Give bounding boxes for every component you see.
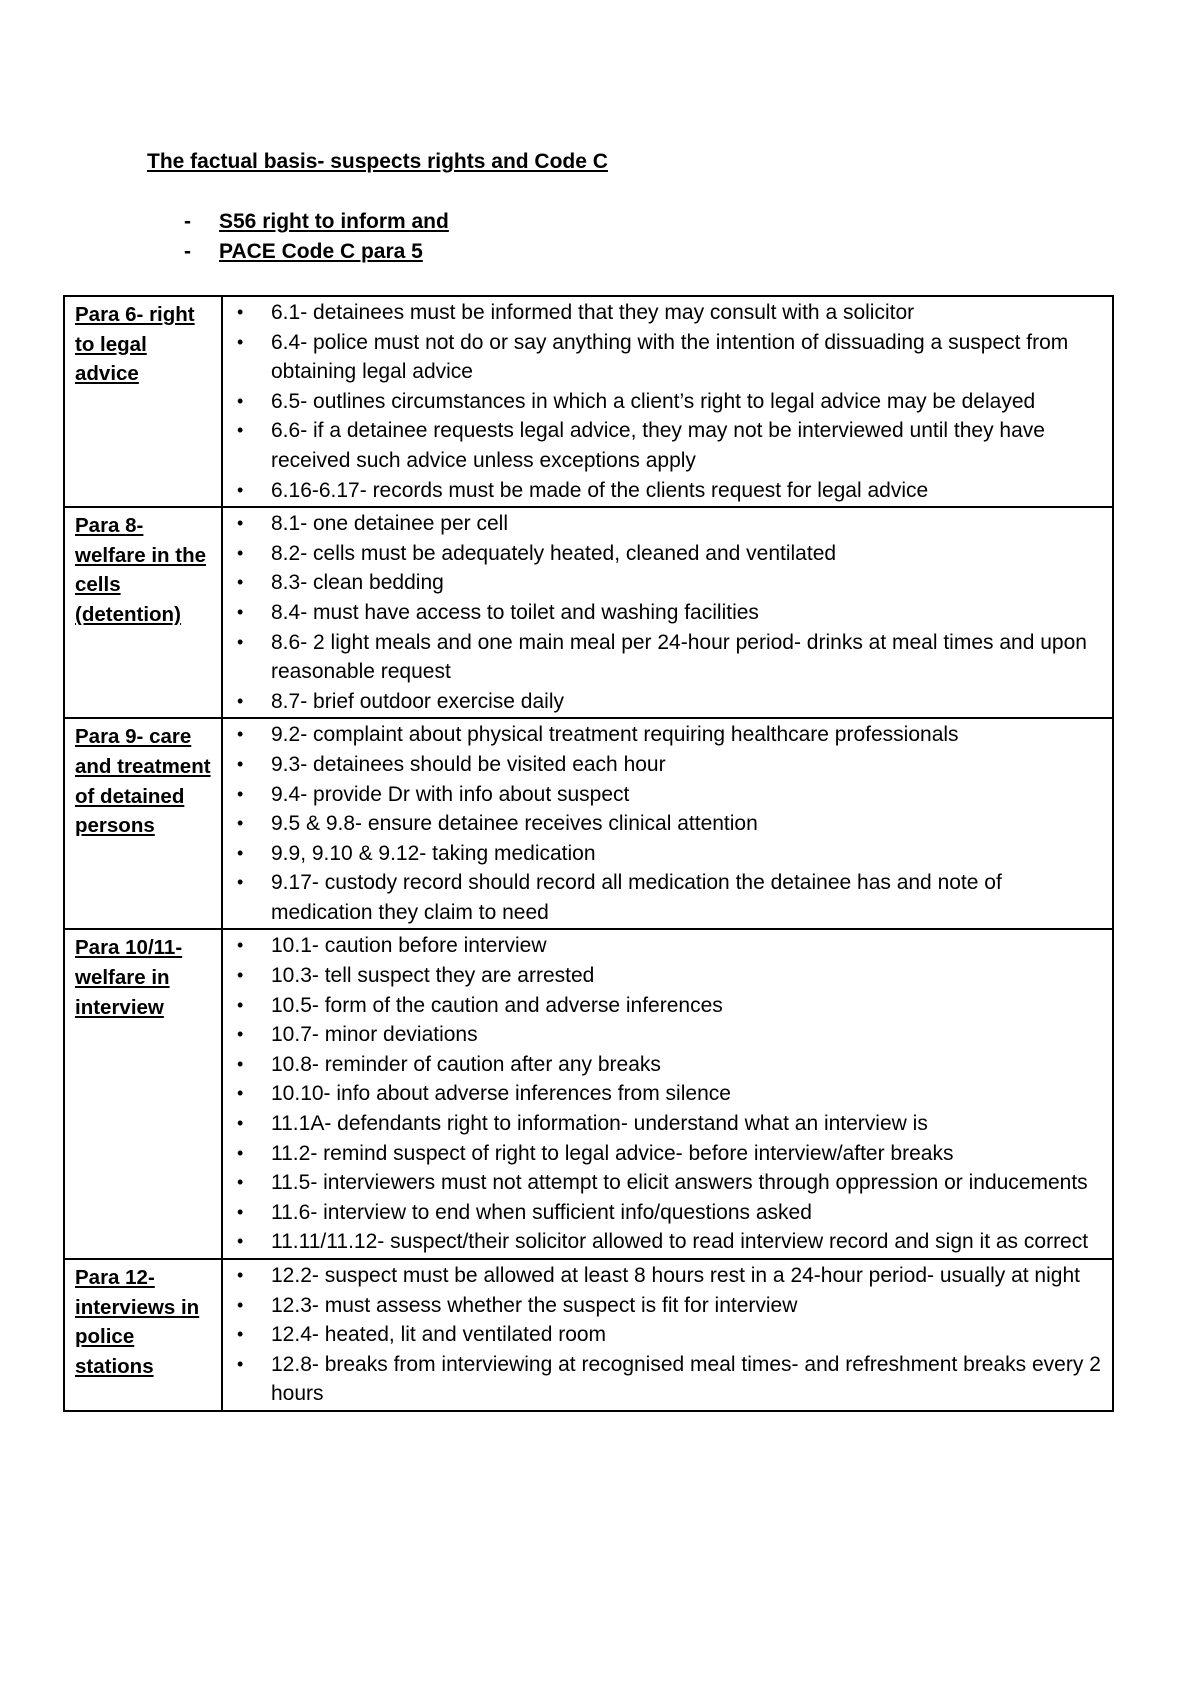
list-item [223, 1291, 1104, 1321]
list-item-text: 12.3- must assess whether the suspect is fit for interview [271, 1293, 798, 1317]
table-row [64, 718, 1113, 929]
intro-item-text: S56 right to inform and [219, 210, 449, 233]
intro-item-text: PACE Code C para 5 [219, 240, 423, 263]
bullet-icon: • [237, 724, 244, 745]
list-item [223, 328, 1104, 387]
list-item-text: 8.6- 2 light meals and one main meal per 24-hour period- drinks at meal times and upon reasonable request [271, 630, 1087, 684]
list-item-text: 9.2- complaint about physical treatment requiring healthcare professionals [271, 723, 959, 747]
list-item [223, 1198, 1104, 1228]
list-item-text: 11.11/11.12- suspect/their solicitor allowed to read interview record and sign it as correct [271, 1230, 1089, 1254]
list-item [223, 687, 1104, 717]
row-heading: Para 6- right to legal advice [75, 303, 195, 386]
list-item-text: 10.5- form of the caution and adverse inferences [271, 993, 723, 1017]
list-item [223, 387, 1104, 417]
bullet-icon: • [237, 872, 244, 893]
list-item-text: 12.2- suspect must be allowed at least 8 hours rest in a 24-hour period- usually at night [271, 1264, 1080, 1287]
list-item [223, 476, 1104, 506]
list-item-text: 6.4- police must not do or say anything with the intention of dissuading a suspect from obtaining legal advice [271, 330, 1069, 384]
list-item [223, 598, 1104, 628]
bullet-list [223, 720, 1104, 927]
list-item [223, 1109, 1104, 1139]
list-item [223, 416, 1104, 475]
bullet-icon: • [237, 513, 244, 534]
list-item [223, 1050, 1104, 1080]
bullet-icon: • [237, 753, 244, 774]
bullet-list [223, 1261, 1104, 1409]
bullet-icon: • [237, 813, 244, 834]
bullet-icon: • [237, 631, 244, 652]
list-item-text: 11.2- remind suspect of right to legal advice- before interview/after breaks [271, 1141, 954, 1165]
bullet-icon: • [237, 1113, 244, 1134]
list-item [223, 868, 1104, 927]
list-item [223, 1020, 1104, 1050]
list-item [223, 720, 1104, 750]
bullet-icon: • [237, 994, 244, 1015]
list-item [223, 628, 1104, 687]
bullet-list [223, 509, 1104, 716]
bullet-icon: • [237, 1201, 244, 1222]
bullet-icon: • [237, 1172, 244, 1193]
list-item-text: 11.6- interview to end when sufficient info/questions asked [271, 1200, 812, 1224]
list-item-text: 10.3- tell suspect they are arrested [271, 964, 595, 988]
bullet-icon: • [237, 690, 244, 711]
bullet-icon: • [237, 1324, 244, 1345]
row-items-cell [222, 507, 1113, 718]
list-item [223, 1227, 1104, 1257]
list-item-text: 6.16-6.17- records must be made of the clients request for legal advice [271, 478, 929, 502]
row-heading: Para 9- care and treatment of detained persons [75, 725, 211, 838]
row-heading: Para 12- interviews in police stations [75, 1266, 200, 1378]
row-heading: Para 8- welfare in the cells (detention) [75, 514, 207, 626]
list-item [223, 1079, 1104, 1109]
list-item [223, 568, 1104, 598]
list-item-text: 9.5 & 9.8- ensure detainee receives clinical attention [271, 812, 758, 836]
list-item [223, 961, 1104, 991]
list-item-text: 6.6- if a detainee requests legal advice, they may not be interviewed until they have received such advice unless exceptions apply [271, 419, 1045, 472]
list-item-text: 8.4- must have access to toilet and washing facilities [271, 600, 759, 624]
bullet-icon: • [237, 1053, 244, 1074]
dash-marker: - [184, 240, 191, 263]
list-item [223, 1350, 1104, 1409]
list-item-text: 9.4- provide Dr with info about suspect [271, 782, 630, 806]
list-item-text: 11.1A- defendants right to information- understand what an interview is [271, 1112, 928, 1136]
list-item-text: 10.1- caution before interview [271, 934, 547, 958]
list-item-text: 9.9, 9.10 & 9.12- taking medication [271, 841, 596, 865]
list-item [223, 931, 1104, 961]
bullet-icon: • [237, 601, 244, 622]
list-item [223, 1261, 1104, 1291]
bullet-icon: • [237, 1353, 244, 1374]
list-item-text: 9.17- custody record should record all medication the detainee has and note of medication they claim to need [271, 871, 1002, 924]
bullet-icon: • [237, 935, 244, 956]
row-heading: Para 10/11- welfare in interview [75, 936, 183, 1019]
bullet-icon: • [237, 1142, 244, 1163]
list-item-text: 11.5- interviewers must not attempt to elicit answers through oppression or inducements [271, 1171, 1088, 1195]
bullet-icon: • [237, 1294, 244, 1315]
page-title: The factual basis- suspects rights and Code C [147, 150, 608, 173]
row-heading-cell [64, 296, 222, 507]
row-heading-cell [64, 718, 222, 929]
bullet-icon: • [237, 331, 244, 352]
list-item-text: 8.3- clean bedding [271, 571, 444, 595]
row-heading-cell [64, 929, 222, 1259]
bullet-icon: • [237, 302, 244, 322]
bullet-list [223, 931, 1104, 1257]
list-item [223, 750, 1104, 780]
bullet-icon: • [237, 965, 244, 986]
bullet-icon: • [237, 842, 244, 863]
list-item-text: 10.7- minor deviations [271, 1023, 478, 1047]
bullet-icon: • [237, 479, 244, 500]
table-row [64, 507, 1113, 718]
list-item-text: 10.10- info about adverse inferences from silence [271, 1082, 731, 1106]
bullet-list [223, 298, 1104, 505]
list-item-text: 8.1- one detainee per cell [271, 512, 508, 536]
bullet-icon: • [237, 420, 244, 441]
list-item-text: 12.8- breaks from interviewing at recognised meal times- and refreshment breaks every 2 hours [271, 1352, 1101, 1406]
table-row [64, 296, 1113, 507]
list-item-text: 6.5- outlines circumstances in which a client’s right to legal advice may be delayed [271, 389, 1036, 413]
list-item [223, 1320, 1104, 1350]
list-item-text: 12.4- heated, lit and ventilated room [271, 1323, 607, 1347]
list-item [223, 509, 1104, 539]
list-item-text: 8.2- cells must be adequately heated, cleaned and ventilated [271, 541, 837, 565]
bullet-icon: • [237, 1024, 244, 1045]
row-items-cell [222, 718, 1113, 929]
code-c-table [63, 295, 1114, 1412]
list-item [223, 539, 1104, 569]
list-item [223, 298, 1104, 328]
bullet-icon: • [237, 572, 244, 593]
row-items-cell [222, 929, 1113, 1259]
row-heading-cell [64, 507, 222, 718]
dash-marker: - [184, 210, 191, 233]
list-item-text: 6.1- detainees must be informed that they may consult with a solicitor [271, 301, 915, 324]
list-item-text: 8.7- brief outdoor exercise daily [271, 689, 564, 713]
bullet-icon: • [237, 783, 244, 804]
bullet-icon: • [237, 390, 244, 411]
row-items-cell [222, 1259, 1113, 1411]
row-items-cell [222, 296, 1113, 507]
list-item [223, 1168, 1104, 1198]
bullet-icon: • [237, 1231, 244, 1252]
bullet-icon: • [237, 1083, 244, 1104]
list-item [223, 991, 1104, 1021]
table-row [64, 929, 1113, 1259]
list-item-text: 9.3- detainees should be visited each hour [271, 752, 666, 776]
list-item-text: 10.8- reminder of caution after any breaks [271, 1052, 661, 1076]
list-item [223, 809, 1104, 839]
table-row [64, 1259, 1113, 1411]
list-item [223, 1139, 1104, 1169]
bullet-icon: • [237, 1265, 244, 1285]
bullet-icon: • [237, 542, 244, 563]
list-item [223, 839, 1104, 869]
row-heading-cell [64, 1259, 222, 1411]
list-item [223, 780, 1104, 810]
